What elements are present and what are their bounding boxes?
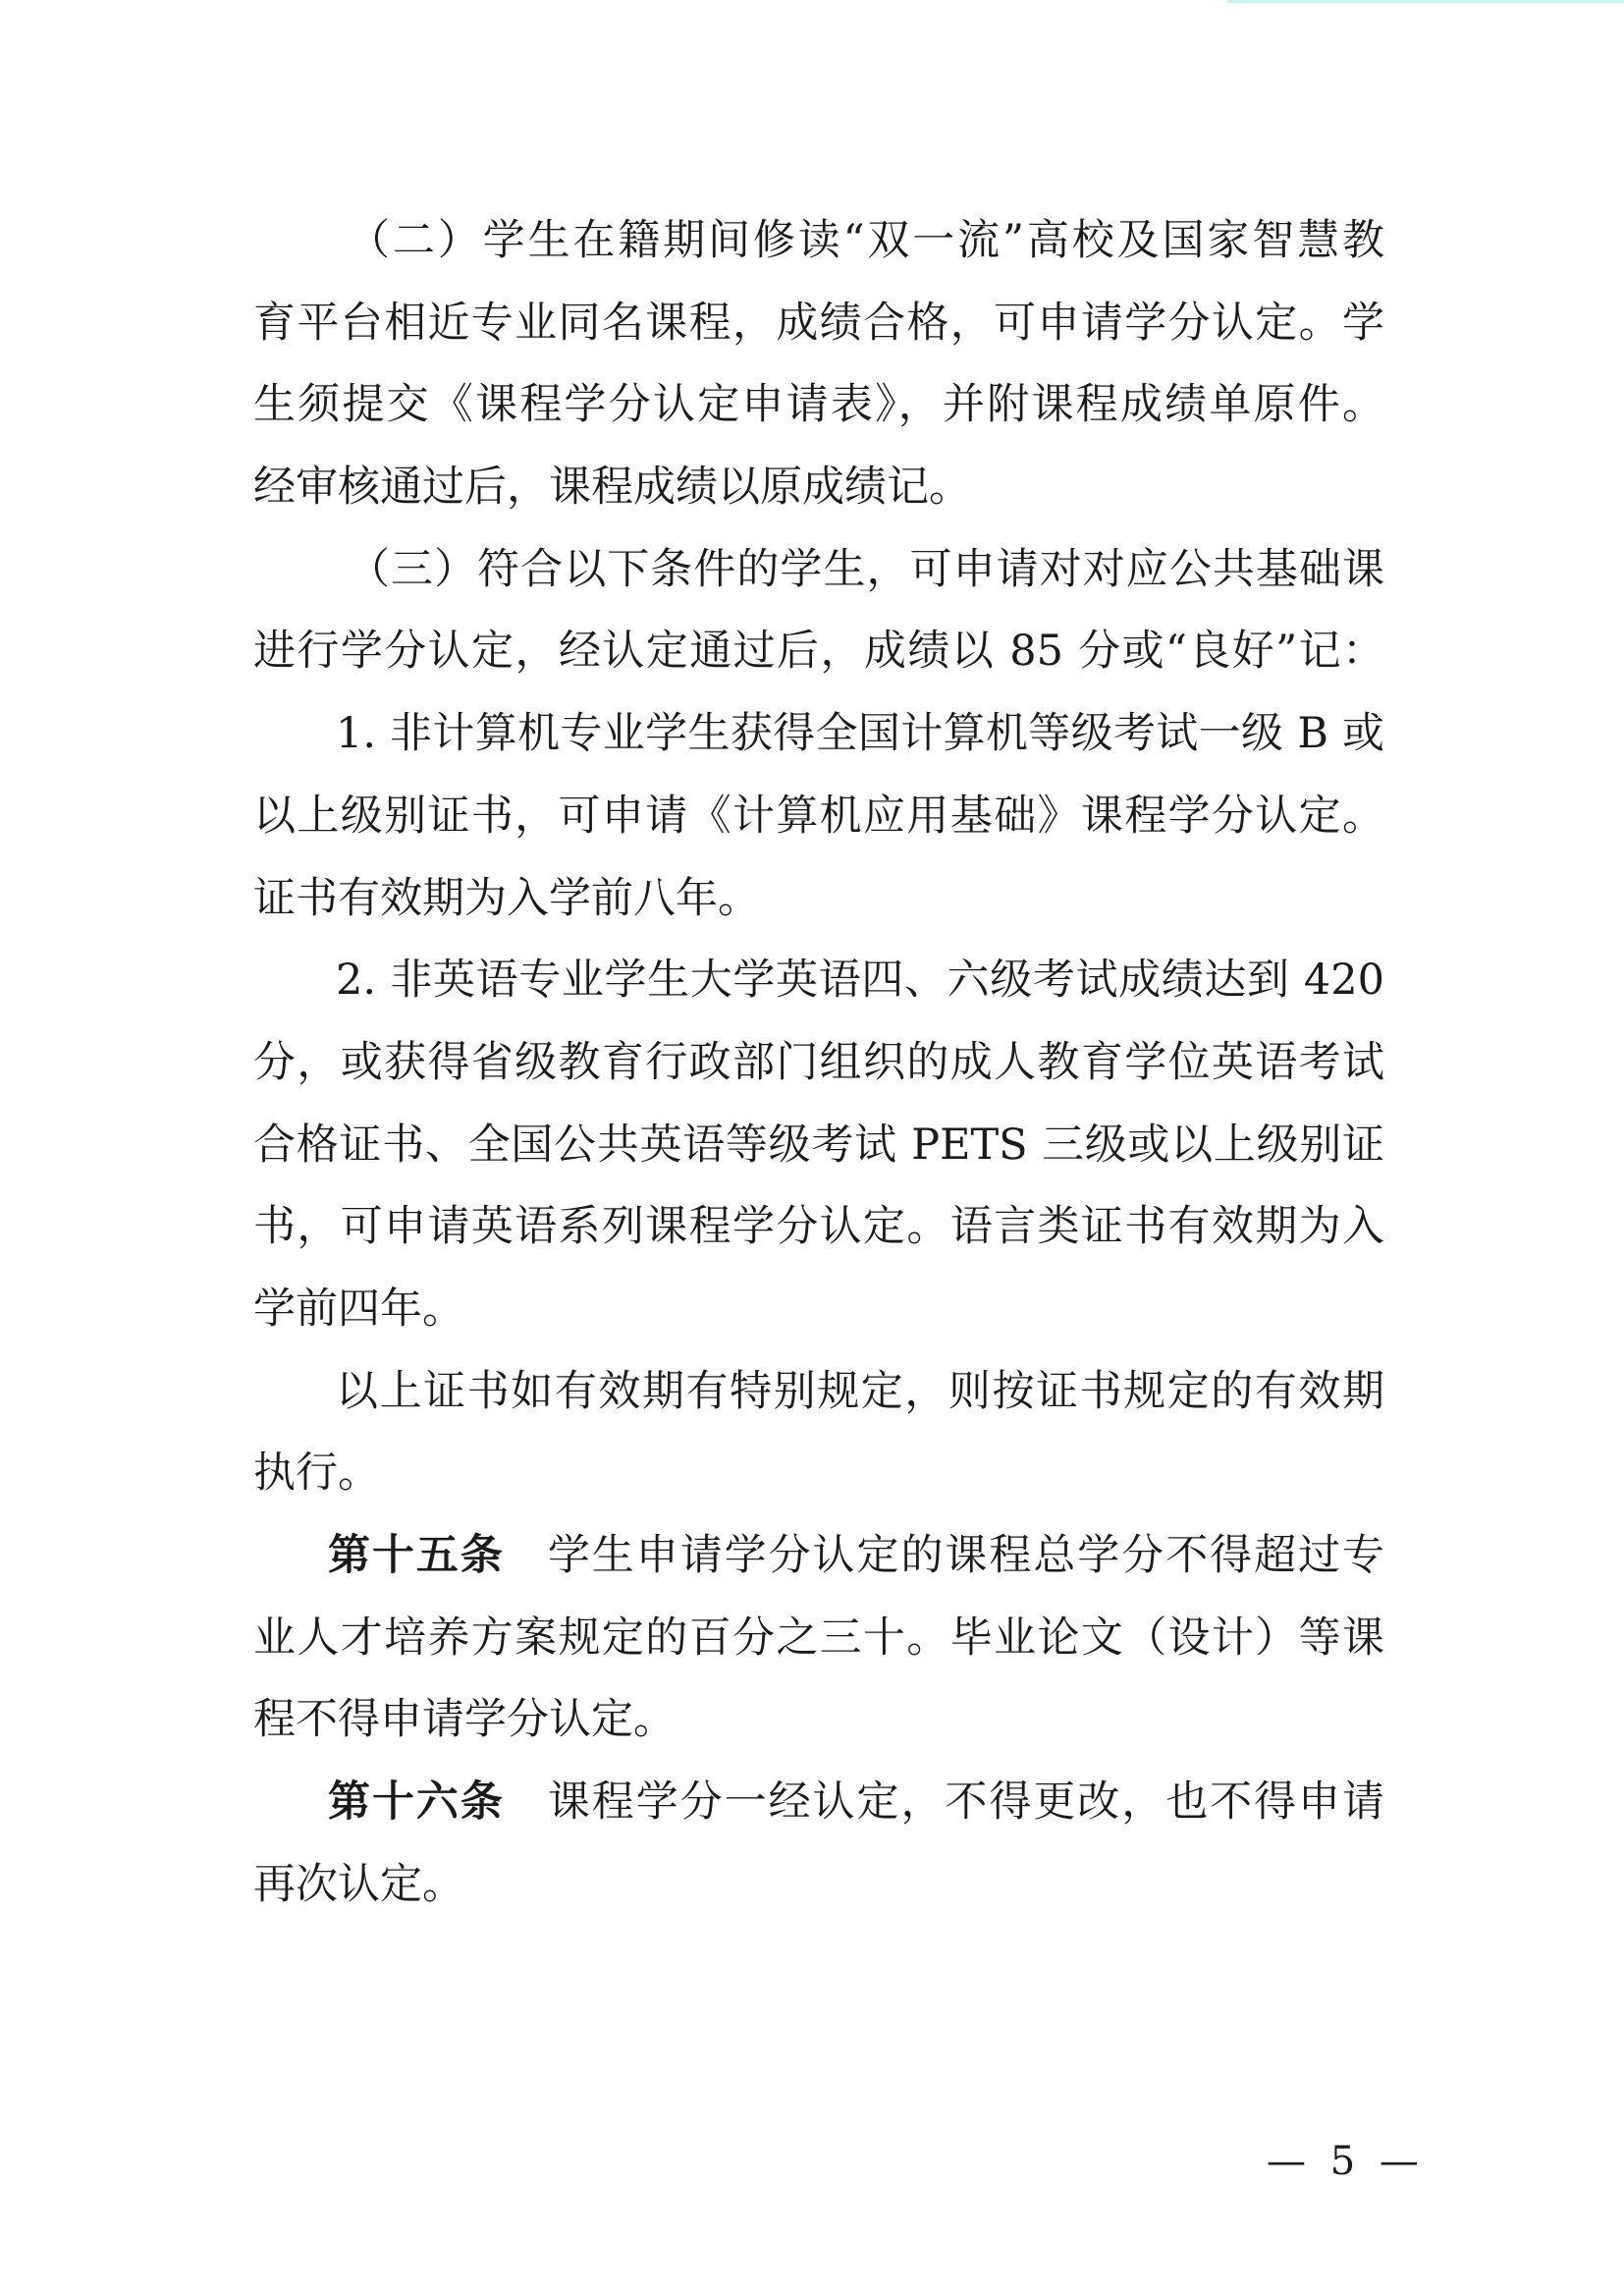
paragraph-item-2 — [253, 940, 1384, 1350]
article-text: 学生申请学分认定的课程总学分不得超过专 — [547, 1531, 1385, 1580]
text-line: （二）学生在籍期间修读“双一流”高校及国家智慧教 — [348, 216, 1384, 265]
text-line: 育平台相近专业同名课程，成绩合格，可申请学分认定。学 — [253, 298, 1384, 348]
text-line: 进行学分认定，经认定通过后，成绩以 85 分或“良好”记： — [253, 627, 1384, 677]
text-line — [253, 1515, 1384, 1598]
text-line: 书，可申请英语系列课程学分认定。语言类证书有效期为入 — [253, 1202, 1384, 1252]
article-16 — [253, 1762, 1384, 1926]
text-line: 再次认定。 — [253, 1859, 464, 1909]
article-heading: 第十六条 — [328, 1777, 505, 1828]
paragraph-note — [253, 1351, 1384, 1515]
text-line: 以上证书如有效期有特别规定，则按证书规定的有效期 — [336, 1366, 1384, 1416]
paragraph-item-1 — [253, 693, 1384, 940]
text-line: 执行。 — [253, 1449, 380, 1499]
text-line: 生须提交《课程学分认定申请表》，并附课程成绩单原件。 — [253, 380, 1384, 430]
text-line: 2. 非英语专业学生大学英语四、六级考试成绩达到 420 — [336, 956, 1384, 1006]
article-15 — [253, 1515, 1384, 1762]
text-line — [253, 1762, 1384, 1844]
text-line: 分，或获得省级教育行政部门组织的成人教育学位英语考试 — [253, 1037, 1384, 1087]
document-body — [253, 200, 1384, 1926]
text-line: 程不得申请学分认定。 — [253, 1695, 676, 1745]
paragraph-3 — [253, 529, 1384, 693]
text-line: 证书有效期为入学前八年。 — [253, 873, 760, 923]
text-line: （三）符合以下条件的学生，可申请对对应公共基础课 — [348, 544, 1384, 594]
article-heading: 第十五条 — [328, 1531, 505, 1580]
text-line: 1. 非计算机专业学生获得全国计算机等级考试一级 B 或 — [336, 709, 1384, 759]
text-line: 合格证书、全国公共英语等级考试 PETS 三级或以上级别证 — [253, 1120, 1384, 1170]
text-line: 以上级别证书，可申请《计算机应用基础》课程学分认定。 — [253, 791, 1384, 841]
paragraph-2 — [253, 200, 1384, 529]
text-line: 业人才培养方案规定的百分之三十。毕业论文（设计）等课 — [253, 1613, 1384, 1663]
text-line: 经审核通过后，课程成绩以原成绩记。 — [253, 463, 971, 513]
article-text: 课程学分一经认定，不得更改，也不得申请 — [547, 1777, 1385, 1828]
text-line: 学前四年。 — [253, 1284, 464, 1334]
page-number: — 5 — — [1267, 2139, 1425, 2184]
scan-edge — [1227, 0, 1624, 3]
